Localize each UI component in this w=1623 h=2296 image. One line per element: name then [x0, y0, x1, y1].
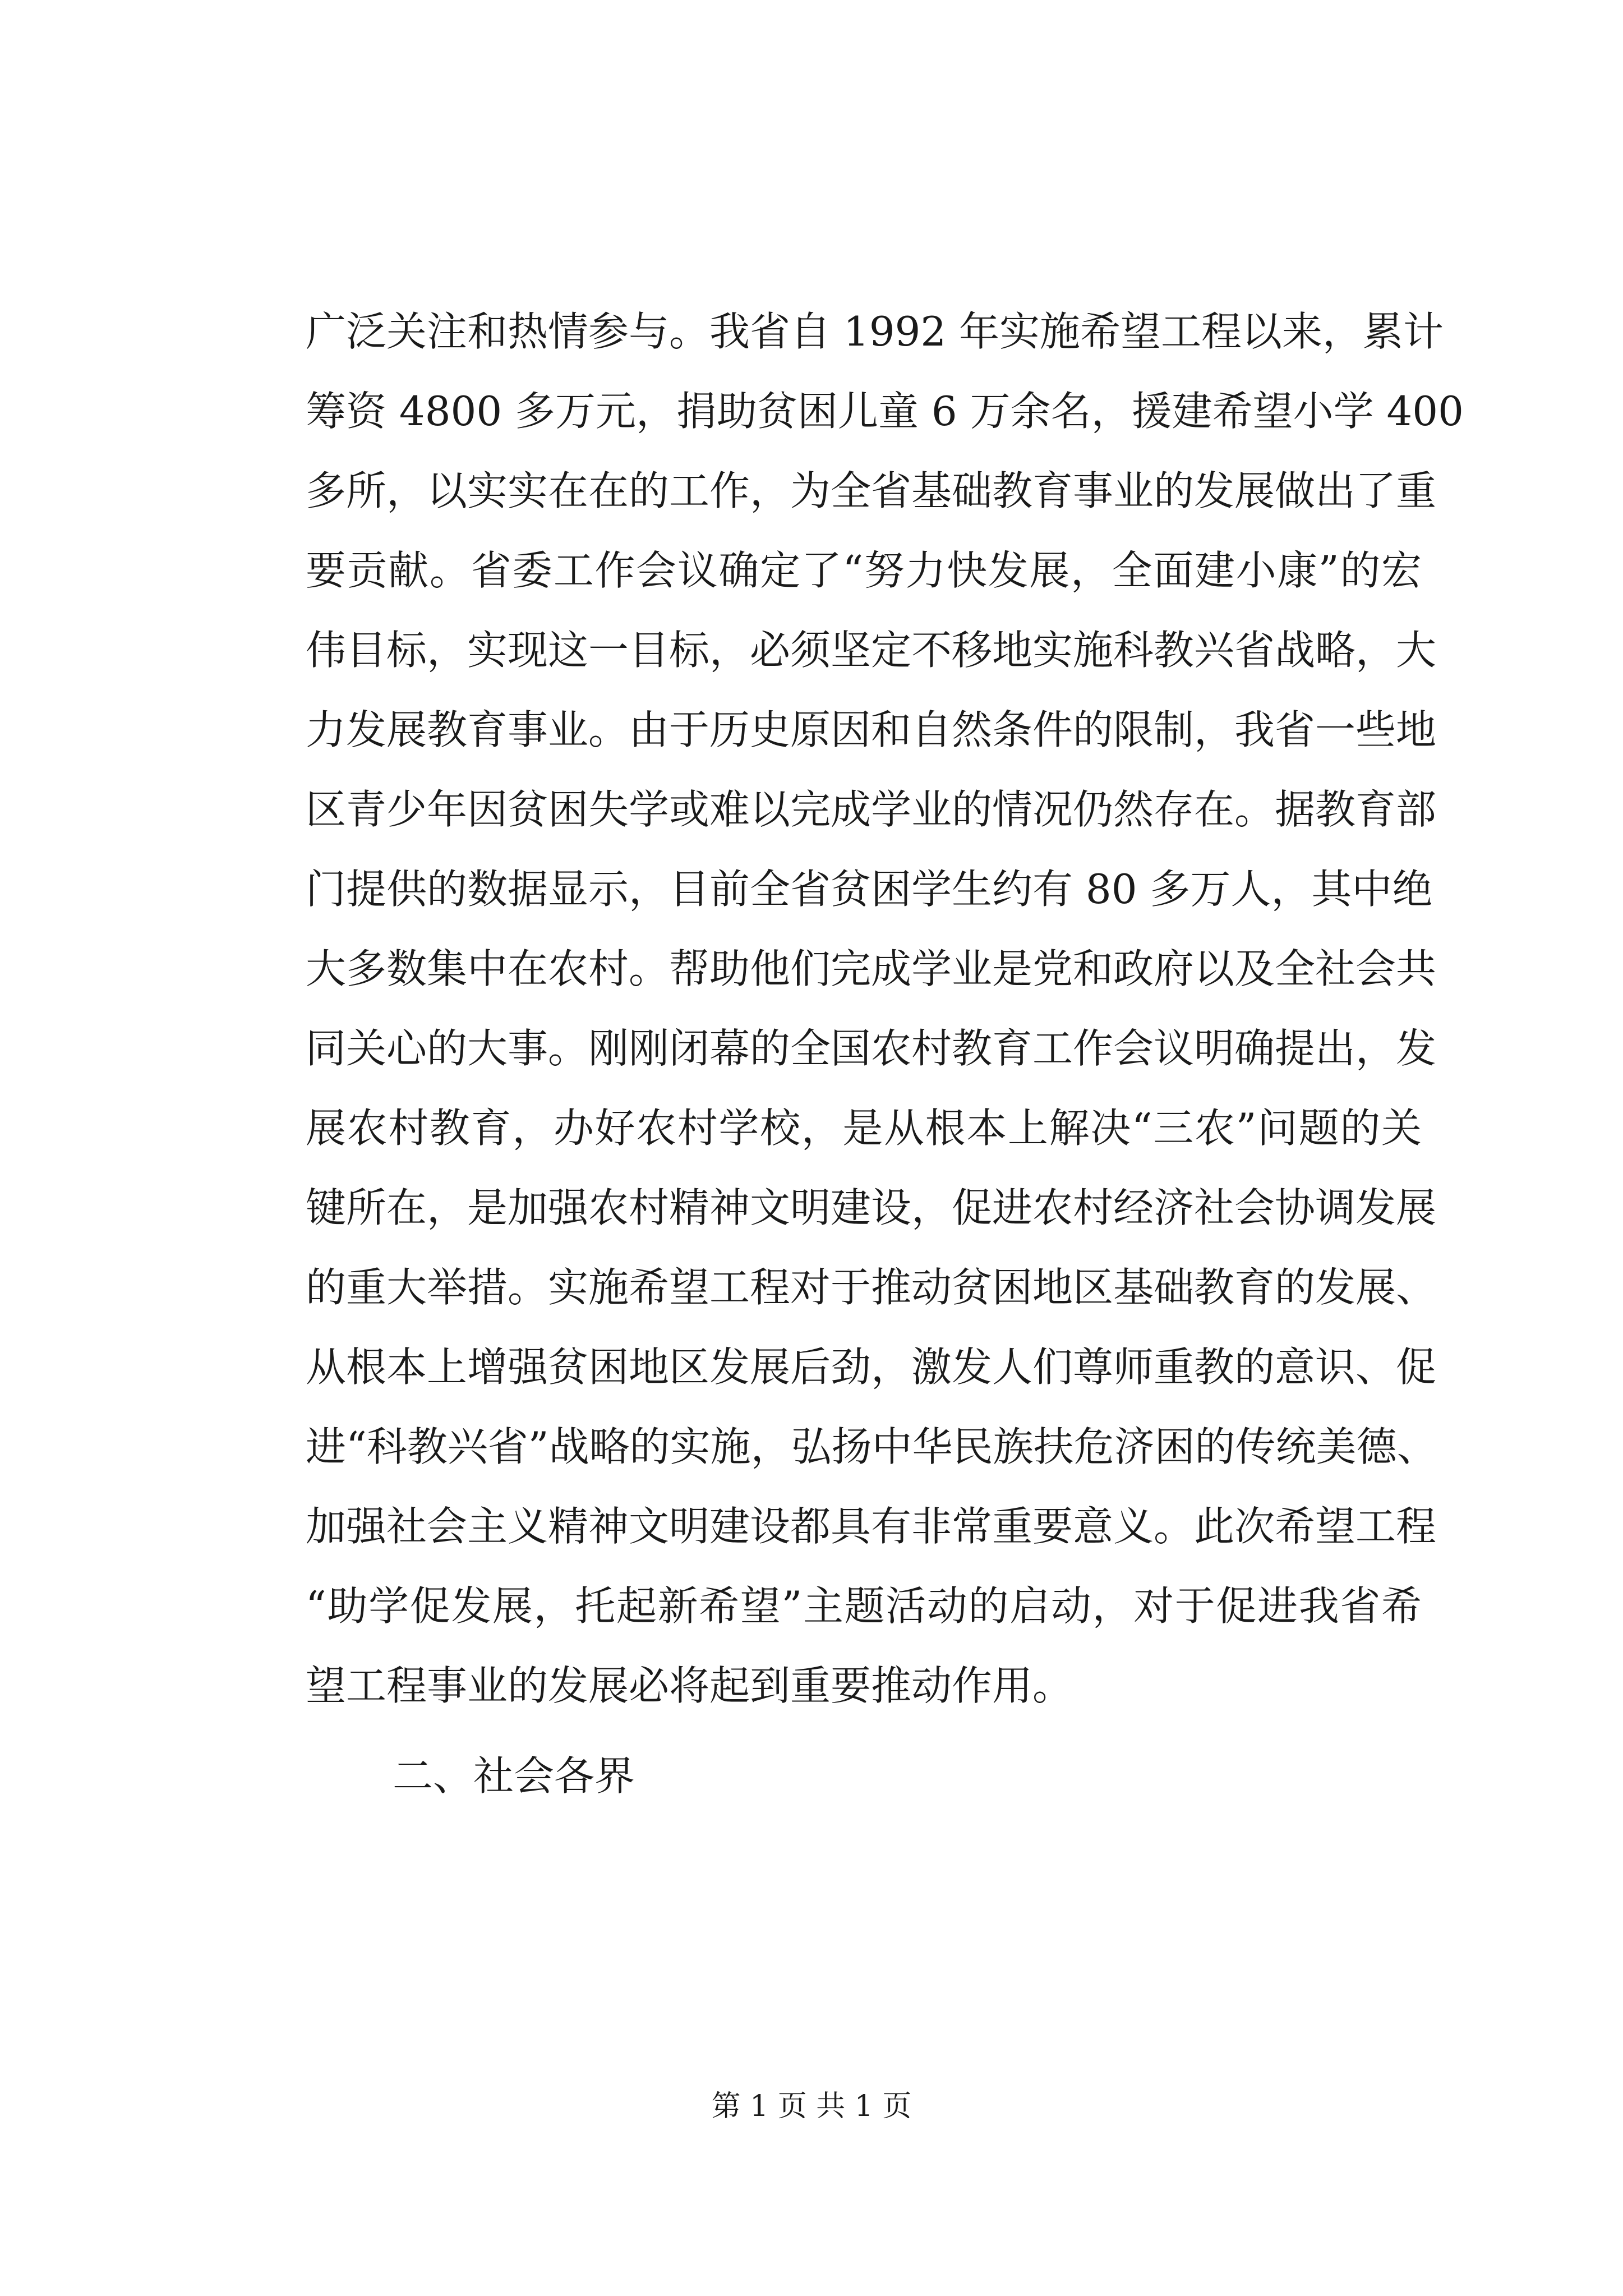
paragraph-line: 键所在，是加强农村精神文明建设，促进农村经济社会协调发展 [306, 1184, 1437, 1231]
paragraph-line: 望工程事业的发展必将起到重要推动作用。 [306, 1662, 1073, 1709]
paragraph-line: 大多数集中在农村。帮助他们完成学业是党和政府以及全社会共 [306, 945, 1437, 992]
paragraph-line: 广泛关注和热情参与。我省自 1992 年实施希望工程以来，累计 [306, 308, 1444, 355]
paragraph-line: 展农村教育，办好农村学校，是从根本上解决“三农”问题的关 [306, 1105, 1422, 1152]
paragraph-line: 的重大举措。实施希望工程对于推动贫困地区基础教育的发展、 [306, 1264, 1437, 1311]
paragraph-line: 进“科教兴省”战略的实施，弘扬中华民族扶危济困的传统美德、 [306, 1423, 1437, 1470]
paragraph-line: 力发展教育事业。由于历史原因和自然条件的限制，我省一些地 [306, 706, 1437, 753]
body-paragraph [306, 292, 1464, 1726]
paragraph-line: 伟目标，实现这一目标，必须坚定不移地实施科教兴省战略，大 [306, 627, 1437, 674]
paragraph-line: 加强社会主义精神文明建设都具有非常重要意义。此次希望工程 [306, 1503, 1437, 1550]
paragraph-line: 筹资 4800 多万元，捐助贫困儿童 6 万余名，援建希望小学 400 [306, 388, 1464, 435]
section-heading: 二、社会各界 [393, 1752, 635, 1800]
paragraph-line: 同关心的大事。刚刚闭幕的全国农村教育工作会议明确提出，发 [306, 1025, 1437, 1072]
paragraph-line: 要贡献。省委工作会议确定了“努力快发展，全面建小康”的宏 [306, 547, 1422, 594]
paragraph-line: 区青少年因贫困失学或难以完成学业的情况仍然存在。据教育部 [306, 786, 1437, 833]
paragraph-line: 多所，以实实在在的工作，为全省基础教育事业的发展做出了重 [306, 467, 1437, 514]
paragraph-line: “助学促发展，托起新希望”主题活动的启动，对于促进我省希 [306, 1582, 1422, 1630]
page-footer: 第 1 页 共 1 页 [711, 2090, 912, 2123]
paragraph-line: 从根本上增强贫困地区发展后劲，激发人们尊师重教的意识、促 [306, 1343, 1437, 1391]
paragraph-line: 门提供的数据显示，目前全省贫困学生约有 80 多万人，其中绝 [306, 866, 1433, 913]
